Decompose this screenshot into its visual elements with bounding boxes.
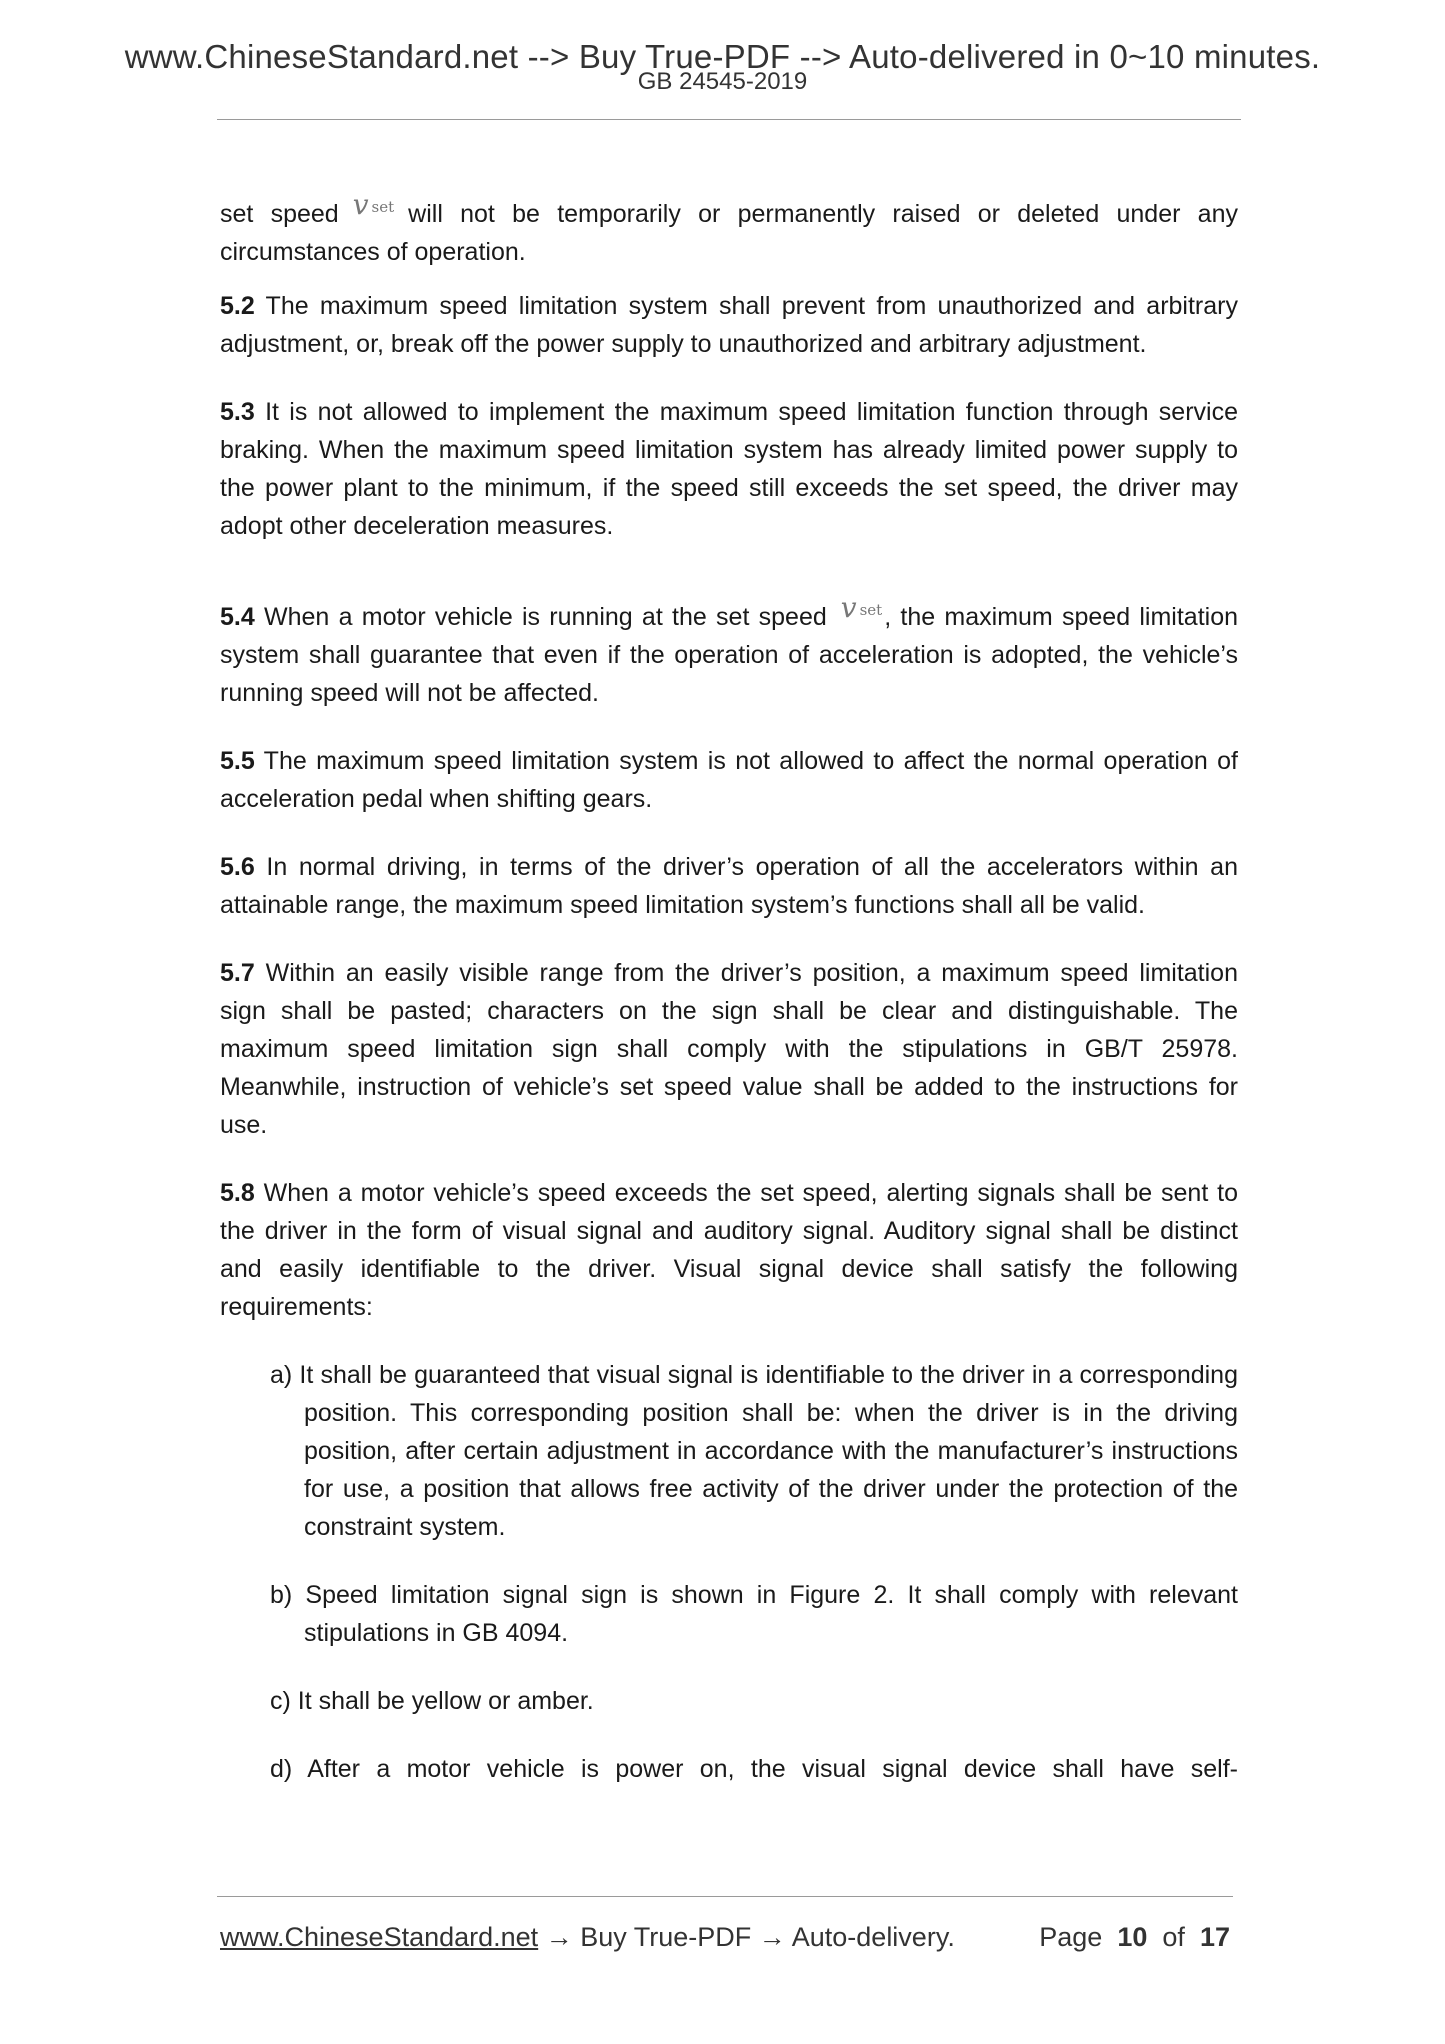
clause-5-7: [220, 954, 1238, 1144]
total-pages: 17: [1199, 1922, 1230, 1952]
text-run: , the maximum speed limitation system shall guarantee that even if the operation of acceleration is adopted, the vehicle’s running speed will not be affected.: [220, 603, 1239, 707]
list-item-c: [270, 1682, 1238, 1720]
clause-5-6: [220, 848, 1238, 924]
clause-text: The maximum speed limitation system is not allowed to affect the normal operation of acceleration pedal when shifting gears.: [220, 747, 1238, 813]
v-set-symbol: v $_{set}$: [840, 591, 883, 624]
clause-text: It is not allowed to implement the maximum speed limitation function through service braking. When the maximum speed limitation system has already limited power supply to the power plant to the minimum, if the speed still exceeds the set speed, the driver may adopt other deceleration measures.: [220, 398, 1238, 540]
text-run: set speed: [220, 200, 339, 228]
clause-number: 5.7: [220, 959, 255, 987]
text-run: will not be temporarily or permanently raised or deleted under any circumstances of operation.: [220, 200, 1238, 266]
clause-text: When a motor vehicle’s speed exceeds the set speed, alerting signals shall be sent to the driver in the form of visual signal and auditory signal. Auditory signal shall be distinct and easily identifiable to the driver. Visual signal device shall satisfy the following requirements:: [220, 1179, 1238, 1321]
clause-number: 5.8: [220, 1179, 255, 1207]
list-item-a: [270, 1356, 1238, 1546]
clause-text: In normal driving, in terms of the driver’s operation of all the accelerators within an attainable range, the maximum speed limitation system’s functions shall all be valid.: [220, 853, 1238, 919]
clause-5-4: [220, 589, 1238, 712]
clause-number: 5.6: [220, 853, 255, 881]
list-text: After a motor vehicle is power on, the visual signal device shall have self-: [307, 1755, 1238, 1783]
list-item-b: [270, 1576, 1238, 1652]
text-run: When a motor vehicle is running at the set speed: [264, 603, 827, 631]
clause-number: 5.5: [220, 747, 255, 775]
v-set-symbol: v $_{set}$: [352, 188, 395, 221]
list-label: a): [270, 1361, 293, 1389]
clause-5-3: [220, 393, 1238, 545]
page-number: Page 10 of 17: [1039, 1922, 1230, 1952]
list-label: d): [270, 1755, 293, 1783]
header-divider: [217, 119, 1241, 120]
clause-text: Within an easily visible range from the driver’s position, a maximum speed limitation sign shall be pasted; characters on the sign shall be clear and distinguishable. The maximum speed limitation sign shall comply with the stipulations in GB/T 25978. Meanwhile, instruction of vehicle’s set speed value shall be added to the instructions for use.: [220, 959, 1238, 1139]
list-item-d: [270, 1750, 1238, 1788]
footer-text: → Buy True-PDF → Auto-delivery.: [538, 1922, 955, 1952]
list-text: Speed limitation signal sign is shown in Figure 2. It shall comply with relevant stipulations in GB 4094.: [304, 1581, 1239, 1647]
document-body: [220, 186, 1238, 1788]
list-text: It shall be yellow or amber.: [297, 1687, 594, 1715]
list-label: c): [270, 1687, 291, 1715]
list-text: It shall be guaranteed that visual signal is identifiable to the driver in a corresponding position. This corresponding position shall be: when the driver is in the driving position, after certain adjustment in accordance with the manufacturer’s instructions for use, a position that allows free activity of the driver under the protection of the constraint system.: [299, 1361, 1238, 1541]
clause-5-5: [220, 742, 1238, 818]
document-id: GB 24545-2019: [637, 68, 808, 95]
footer-divider: [217, 1896, 1233, 1897]
header-banner: www.ChineseStandard.net --> Buy True-PDF --> Auto-delivered in 0~10 minutes.: [124, 38, 1321, 75]
clause-number: 5.2: [220, 292, 255, 320]
list-label: b): [270, 1581, 293, 1609]
clause-5-8: [220, 1174, 1238, 1326]
paragraph-5-1-continuation: [220, 186, 1238, 271]
footer-link[interactable]: www.ChineseStandard.net: [220, 1922, 539, 1952]
current-page: 10: [1117, 1922, 1148, 1952]
clause-number: 5.3: [220, 398, 255, 426]
clause-5-2: [220, 287, 1238, 363]
page-footer: [220, 1922, 1230, 1953]
clause-number: 5.4: [220, 603, 255, 631]
clause-text: The maximum speed limitation system shall prevent from unauthorized and arbitrary adjustment, or, break off the power supply to unauthorized and arbitrary adjustment.: [220, 292, 1238, 358]
